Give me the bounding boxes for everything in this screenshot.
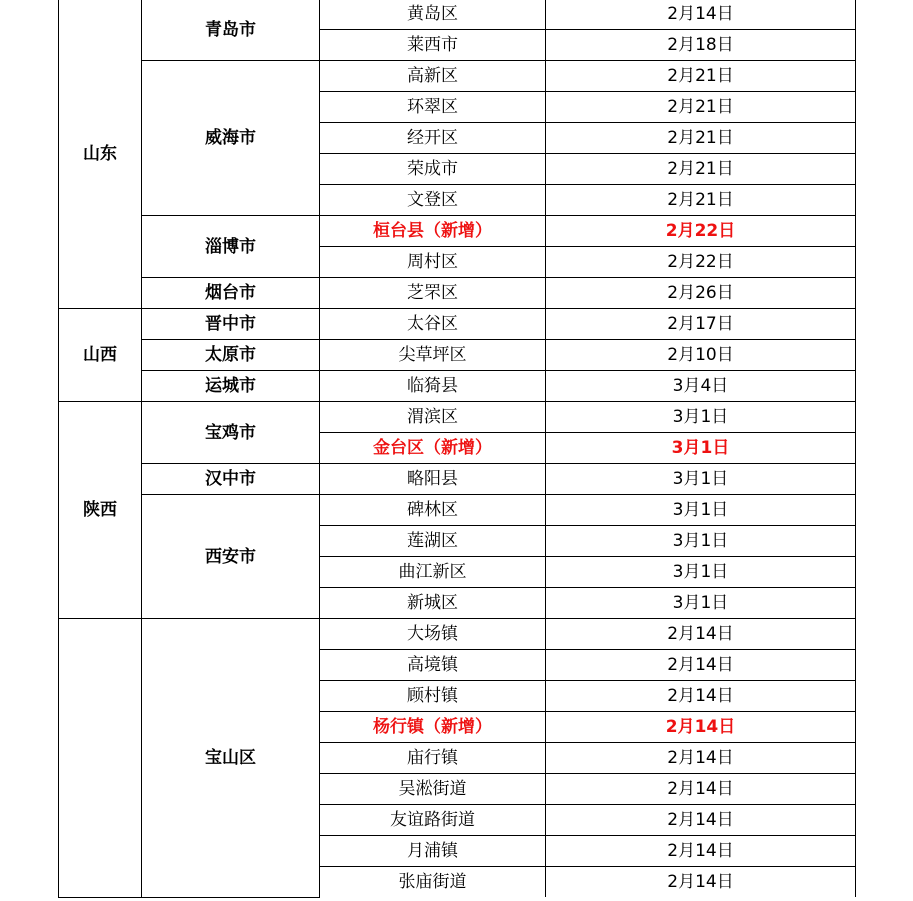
district-cell: 黄岛区 (320, 0, 546, 30)
district-cell: 莲湖区 (320, 526, 546, 557)
table-row (59, 371, 856, 402)
city-cell: 宝山区 (142, 619, 320, 898)
district-cell: 大场镇 (320, 619, 546, 650)
date-cell: 2月14日 (546, 867, 856, 898)
table-row (59, 309, 856, 340)
province-cell: 山东 (59, 0, 142, 309)
district-cell: 高境镇 (320, 650, 546, 681)
date-cell: 3月1日 (546, 526, 856, 557)
district-cell: 芝罘区 (320, 278, 546, 309)
district-cell: 张庙街道 (320, 867, 546, 898)
date-cell: 2月18日 (546, 30, 856, 61)
table-body (59, 0, 856, 897)
date-cell: 2月21日 (546, 61, 856, 92)
district-cell: 文登区 (320, 185, 546, 216)
province-cell (59, 619, 142, 898)
date-cell: 3月1日 (546, 402, 856, 433)
date-cell: 2月21日 (546, 154, 856, 185)
province-cell: 山西 (59, 309, 142, 402)
district-cell: 临猗县 (320, 371, 546, 402)
city-cell: 烟台市 (142, 278, 320, 309)
table-row (59, 0, 856, 30)
district-cell: 桓台县（新增） (320, 216, 546, 247)
table-row (59, 619, 856, 650)
district-cell: 曲江新区 (320, 557, 546, 588)
table-row (59, 495, 856, 526)
district-cell: 渭滨区 (320, 402, 546, 433)
date-cell: 2月22日 (546, 247, 856, 278)
district-cell: 杨行镇（新增） (320, 712, 546, 743)
district-cell: 金台区（新增） (320, 433, 546, 464)
city-cell: 汉中市 (142, 464, 320, 495)
district-cell: 碑林区 (320, 495, 546, 526)
date-cell: 3月1日 (546, 464, 856, 495)
table-row (59, 464, 856, 495)
table-row (59, 340, 856, 371)
region-date-table (58, 0, 856, 898)
table-row (59, 402, 856, 433)
date-cell: 2月14日 (546, 774, 856, 805)
district-cell: 顾村镇 (320, 681, 546, 712)
date-cell: 2月14日 (546, 619, 856, 650)
district-cell: 太谷区 (320, 309, 546, 340)
district-cell: 月浦镇 (320, 836, 546, 867)
date-cell: 3月1日 (546, 588, 856, 619)
district-cell: 尖草坪区 (320, 340, 546, 371)
date-cell: 2月10日 (546, 340, 856, 371)
district-cell: 周村区 (320, 247, 546, 278)
district-cell: 庙行镇 (320, 743, 546, 774)
city-cell: 青岛市 (142, 0, 320, 61)
district-cell: 友谊路街道 (320, 805, 546, 836)
district-cell: 荣成市 (320, 154, 546, 185)
date-cell: 2月22日 (546, 216, 856, 247)
city-cell: 太原市 (142, 340, 320, 371)
district-cell: 环翠区 (320, 92, 546, 123)
date-cell: 2月17日 (546, 309, 856, 340)
date-cell: 2月14日 (546, 650, 856, 681)
district-cell: 略阳县 (320, 464, 546, 495)
date-cell: 3月1日 (546, 557, 856, 588)
city-cell: 威海市 (142, 61, 320, 216)
date-cell: 2月14日 (546, 0, 856, 30)
city-cell: 西安市 (142, 495, 320, 619)
city-cell: 淄博市 (142, 216, 320, 278)
city-cell: 宝鸡市 (142, 402, 320, 464)
date-cell: 2月14日 (546, 836, 856, 867)
district-cell: 莱西市 (320, 30, 546, 61)
province-cell: 陕西 (59, 402, 142, 619)
city-cell: 运城市 (142, 371, 320, 402)
date-cell: 2月14日 (546, 681, 856, 712)
date-cell: 2月14日 (546, 743, 856, 774)
city-cell: 晋中市 (142, 309, 320, 340)
date-cell: 2月21日 (546, 185, 856, 216)
date-cell: 2月14日 (546, 805, 856, 836)
date-cell: 3月1日 (546, 433, 856, 464)
district-cell: 吴淞街道 (320, 774, 546, 805)
date-cell: 2月21日 (546, 123, 856, 154)
date-cell: 3月1日 (546, 495, 856, 526)
table-row (59, 61, 856, 92)
date-cell: 2月26日 (546, 278, 856, 309)
table-row (59, 278, 856, 309)
district-cell: 经开区 (320, 123, 546, 154)
date-cell: 3月4日 (546, 371, 856, 402)
district-cell: 新城区 (320, 588, 546, 619)
table-row (59, 216, 856, 247)
date-cell: 2月14日 (546, 712, 856, 743)
date-cell: 2月21日 (546, 92, 856, 123)
district-cell: 高新区 (320, 61, 546, 92)
